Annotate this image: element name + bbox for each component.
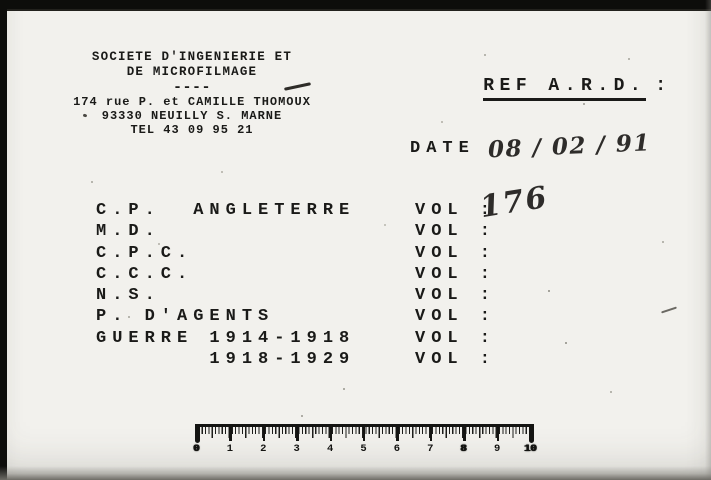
- ruler-cm-numeral: 8: [460, 443, 467, 455]
- entry-row: [96, 285, 656, 306]
- ref-colon: :: [655, 76, 672, 96]
- entry-item-label: C.P.C.: [96, 243, 194, 263]
- entry-vol-label: VOL :: [415, 264, 497, 284]
- ruler-cm-tick: [296, 424, 298, 441]
- ruler-cm-tick: [529, 424, 534, 443]
- entry-vol-label: VOL :: [415, 201, 497, 220]
- ruler-cm-numeral: 7: [427, 443, 434, 455]
- company-letterhead: [68, 50, 316, 137]
- ruler-cm-tick: [330, 424, 332, 441]
- pen-squiggle-mark: [661, 307, 677, 314]
- company-name-line2: DE MICROFILMAGE: [126, 65, 258, 79]
- entry-row: [96, 349, 656, 370]
- scan-shadow-right: [705, 0, 711, 480]
- ruler-cm-numeral: 1: [226, 443, 234, 455]
- film-edge-left: [0, 0, 7, 480]
- ruler-cm-numeral: 10: [524, 443, 537, 455]
- ruler-cm-tick: [396, 424, 398, 441]
- ruler-cm-tick: [463, 424, 465, 441]
- ruler-cm-numeral: 3: [293, 443, 300, 455]
- entry-vol-label: VOL :: [415, 222, 497, 242]
- date-line: [410, 129, 652, 164]
- entry-item-label: P. D'AGENTS: [96, 307, 275, 327]
- entry-item-label: M.D.: [96, 222, 161, 242]
- entry-vol-label: VOL :: [415, 286, 497, 306]
- ref-label: REF A.R.D.: [483, 76, 646, 101]
- entry-vol-label: VOL :: [415, 350, 497, 370]
- ruler-cm-numeral: 0: [193, 443, 200, 455]
- entry-item-label: C.C.C.: [96, 264, 194, 284]
- entry-vol-label: VOL :: [415, 243, 497, 263]
- date-handwritten-value: 08 / 02 / 91: [487, 129, 652, 164]
- divider-dashes: ----: [172, 79, 211, 96]
- ruler-cm-numeral: 6: [393, 443, 401, 455]
- entry-item-label: 1918-1929: [96, 350, 356, 370]
- ref-line: [418, 56, 672, 116]
- ruler-cm-numeral: 4: [326, 443, 334, 455]
- company-name-line1: SOCIETE D'INGENIERIE ET: [91, 50, 293, 64]
- entry-row: [96, 179, 656, 226]
- entry-item-label: N.S.: [96, 286, 161, 306]
- ruler-cm-numeral: 5: [360, 443, 367, 455]
- company-address-line1: 174 rue P. et CAMILLE THOMOUX: [73, 95, 311, 109]
- measuring-ruler: [193, 424, 537, 458]
- entry-row: [96, 243, 656, 264]
- ruler-cm-numeral: 2: [260, 443, 267, 455]
- scan-shadow-bottom: [0, 466, 711, 480]
- entry-row: [96, 264, 656, 285]
- ruler-cm-tick: [263, 424, 265, 441]
- paper-noise-specks: [0, 0, 2, 2]
- ruler-cm-tick: [195, 424, 200, 443]
- entry-item-label: C.P. ANGLETERRE: [96, 201, 356, 220]
- entry-row: [96, 328, 656, 349]
- ruler-cm-tick: [430, 424, 432, 441]
- entry-row: [96, 306, 656, 327]
- ruler-cm-tick: [363, 424, 365, 441]
- film-edge-top: [0, 0, 711, 11]
- entry-row: [96, 221, 656, 242]
- ruler-cm-tick: [497, 424, 499, 441]
- entry-vol-label: VOL :: [415, 307, 497, 327]
- entries-list: [96, 179, 656, 370]
- date-label: DATE: [410, 139, 475, 158]
- entry-vol-label: VOL :: [415, 328, 497, 348]
- entry-item-label: GUERRE 1914-1918: [96, 328, 356, 348]
- entry-vol-handwritten-value: 176: [477, 179, 551, 226]
- ruler-cm-numeral: 9: [493, 443, 501, 455]
- company-address-line2: 93330 NEUILLY S. MARNE: [101, 109, 283, 123]
- company-phone: TEL 43 09 95 21: [130, 123, 254, 137]
- ruler-cm-tick: [229, 424, 231, 441]
